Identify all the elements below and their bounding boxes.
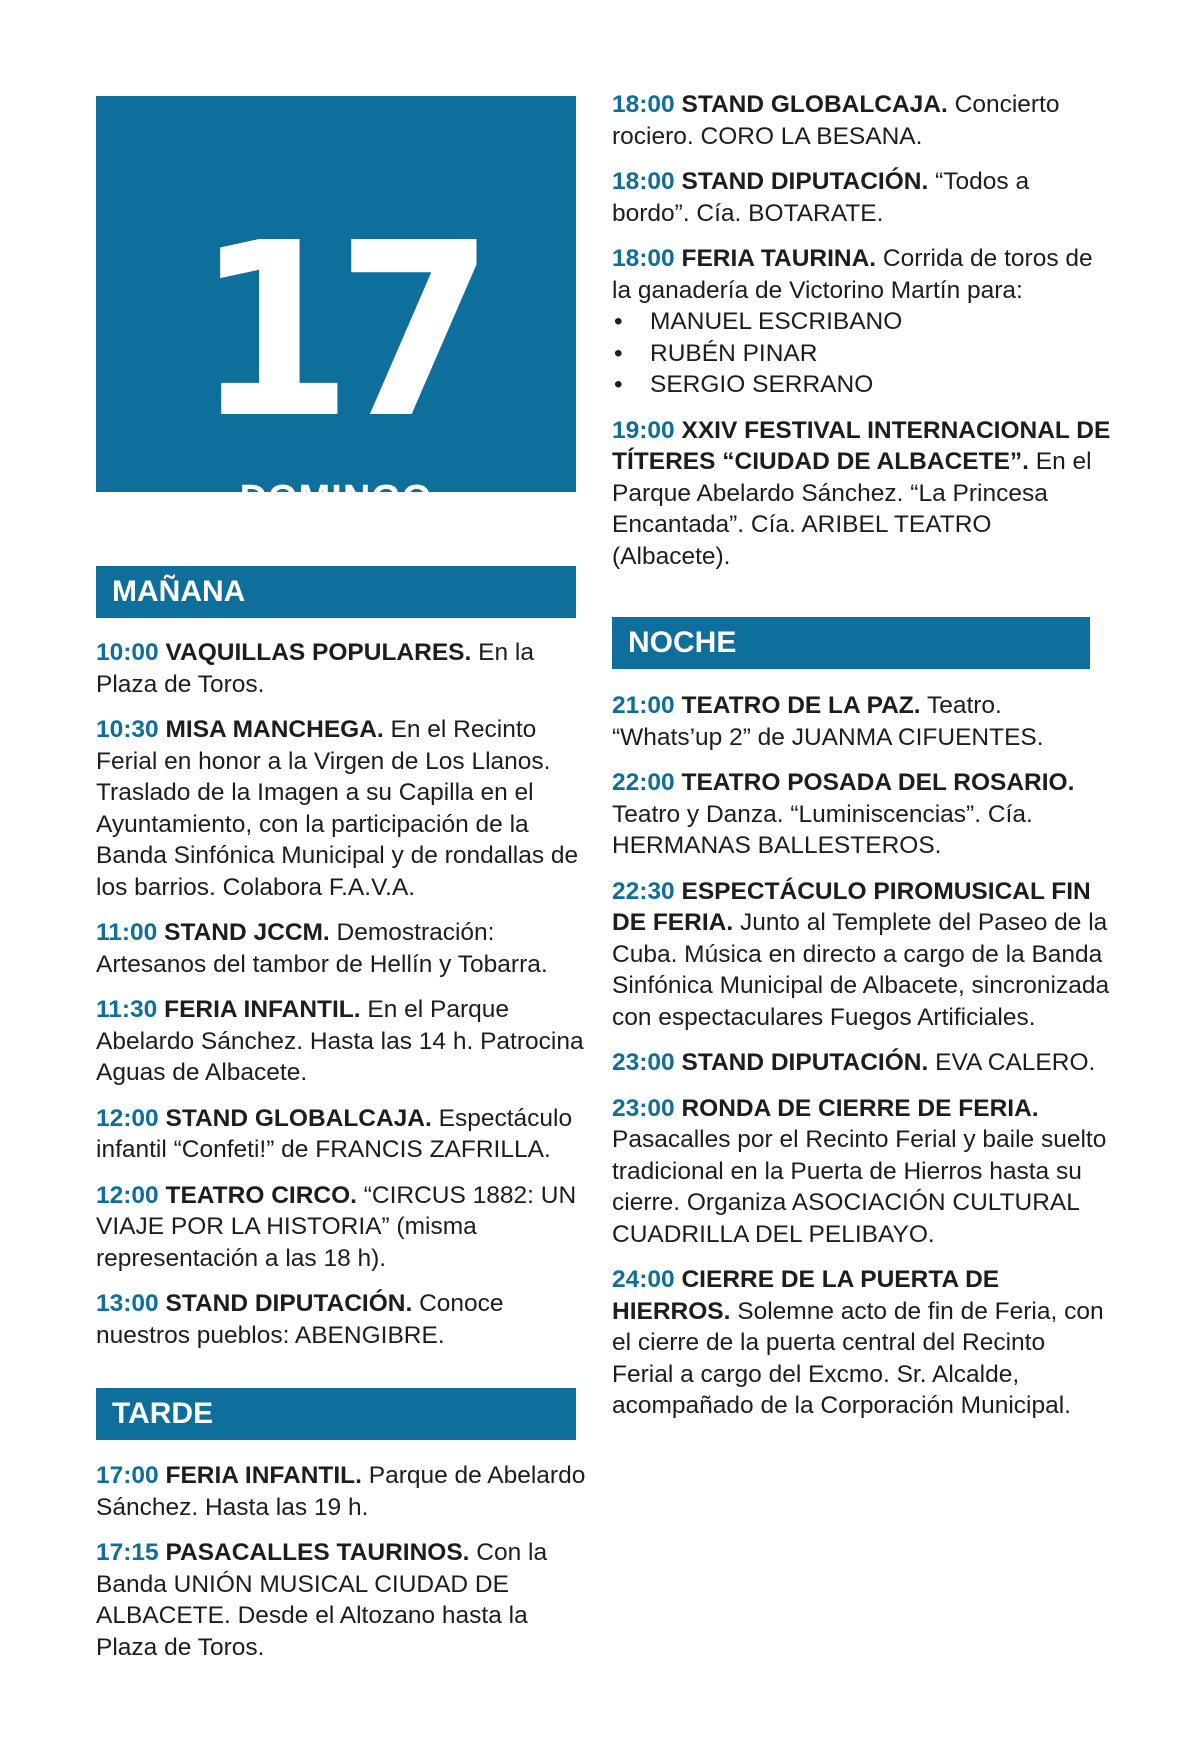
event-item: [612, 415, 1112, 573]
event-title: TEATRO POSADA DEL ROSARIO.: [681, 769, 1075, 796]
event-time: 18:00: [612, 91, 675, 118]
event-title: TEATRO DE LA PAZ.: [681, 692, 921, 719]
event-description: Concierto rociero. CORO LA BESANA.: [612, 91, 1060, 150]
day-header: [96, 96, 576, 520]
event-description: En el Recinto Ferial en honor a la Virgen de Los Llanos. Traslado de la Imagen a su Capilla en el Ayuntamiento, con la participación de la Banda Sinfónica Municipal y de rondallas de los barrios. Colabora F.A.V.A.: [96, 716, 579, 901]
event-title: STAND GLOBALCAJA.: [165, 1104, 432, 1132]
event-item: [96, 917, 586, 980]
tarde-events: [96, 1460, 586, 1677]
event-description: Solemne acto de fin de Feria, con el cierre de la puerta central del Recinto Ferial a cargo del Excmo. Sr. Alcalde, acompañado de la Corporación Municipal.: [612, 1297, 1104, 1419]
bullet-icon: •: [614, 371, 623, 398]
event-description: “Todos a bordo”. Cía. BOTARATE.: [612, 168, 1030, 227]
bullet-icon: •: [614, 339, 623, 367]
section-tarde: TARDE: [96, 1388, 576, 1440]
event-title: TEATRO CIRCO.: [165, 1181, 357, 1209]
event-title: STAND JCCM.: [164, 919, 330, 946]
event-time: 23:00: [612, 1049, 675, 1076]
bullfighter-item: [612, 338, 1112, 370]
event-time: 22:30: [612, 877, 675, 905]
event-item: [96, 637, 586, 700]
event-title: STAND DIPUTACIÓN.: [165, 1290, 413, 1317]
bullfighter-list: [612, 306, 1112, 401]
event-time: 11:30: [96, 996, 158, 1023]
event-time: 24:00: [612, 1266, 675, 1293]
event-time: 10:00: [96, 639, 159, 666]
event-description: En el Parque Abelardo Sánchez. “La Princesa Encantada”. Cía. ARIBEL TEATRO (Albacete).: [612, 448, 1092, 570]
manana-events: [96, 637, 586, 1365]
event-item: [96, 714, 586, 903]
event-title: STAND DIPUTACIÓN.: [681, 168, 929, 195]
event-time: 17:00: [96, 1462, 159, 1489]
event-title: CIERRE DE LA PUERTA DE HIERROS.: [612, 1266, 1000, 1325]
event-item: [96, 1460, 586, 1523]
event-description: EVA CALERO.: [935, 1049, 1096, 1076]
event-title: FERIA INFANTIL.: [164, 996, 361, 1023]
bullfighter-name: SERGIO SERRANO: [650, 371, 874, 398]
event-description: “CIRCUS 1882: UN VIAJE POR LA HISTORIA” (misma representación a las 18 h).: [96, 1181, 577, 1272]
event-description: Junto al Templete del Paseo de la Cuba. Música en directo a cargo de la Banda Sinfónica Municipal de Albacete, sincronizada con espectaculares Fuegos Artificiales.: [612, 909, 1110, 1031]
bullfighter-item: [612, 306, 1112, 338]
event-description: Conoce nuestros pueblos: ABENGIBRE.: [96, 1290, 504, 1349]
event-description: En el Parque Abelardo Sánchez. Hasta las 14 h. Patrocina Aguas de Albacete.: [96, 996, 584, 1086]
event-description: Con la Banda UNIÓN MUSICAL CIUDAD DE ALBACETE. Desde el Altozano hasta la Plaza de Toros.: [96, 1539, 548, 1661]
event-time: 19:00: [612, 416, 675, 444]
event-item: [96, 1103, 586, 1166]
event-time: 17:15: [96, 1539, 159, 1566]
event-description: Corrida de toros de la ganadería de Victorino Martín para:: [612, 245, 1093, 304]
event-item: [96, 1537, 586, 1663]
event-item: [612, 243, 1112, 401]
event-title: RONDA DE CIERRE DE FERIA.: [681, 1094, 1039, 1122]
event-item: [96, 1180, 586, 1275]
event-title: FERIA TAURINA.: [681, 245, 877, 272]
event-item: [612, 876, 1112, 1034]
event-time: 12:00: [96, 1104, 159, 1132]
day-name: — DOMINGO —: [189, 478, 483, 520]
event-item: [96, 994, 586, 1089]
event-item: [612, 1093, 1112, 1251]
day-number: 17: [194, 191, 478, 471]
event-time: 18:00: [612, 168, 675, 195]
event-time: 10:30: [96, 716, 159, 743]
event-time: 22:00: [612, 769, 675, 796]
tarde-right-events: [612, 89, 1112, 586]
event-description: En la Plaza de Toros.: [96, 639, 534, 698]
event-title: FERIA INFANTIL.: [165, 1462, 362, 1489]
event-time: 23:00: [612, 1094, 675, 1122]
event-item: [612, 690, 1112, 753]
event-item: [612, 1264, 1112, 1422]
event-description: Demostración: Artesanos del tambor de Hellín y Tobarra.: [96, 919, 548, 978]
event-time: 13:00: [96, 1290, 159, 1317]
bullet-icon: •: [614, 308, 623, 335]
event-item: [96, 1288, 586, 1351]
event-item: [612, 166, 1112, 229]
event-title: ESPECTÁCULO PIROMUSICAL FIN DE FERIA.: [612, 877, 1091, 936]
event-title: XXIV FESTIVAL INTERNACIONAL DE TÍTERES “CIUDAD DE ALBACETE”.: [612, 416, 1111, 475]
event-title: STAND DIPUTACIÓN.: [681, 1049, 929, 1076]
event-title: VAQUILLAS POPULARES.: [165, 639, 472, 666]
event-description: Espectáculo infantil “Confeti!” de FRANCIS ZAFRILLA.: [96, 1104, 573, 1163]
event-time: 18:00: [612, 245, 675, 272]
noche-events: [612, 690, 1112, 1436]
section-noche: NOCHE: [612, 617, 1090, 669]
event-title: PASACALLES TAURINOS.: [165, 1539, 470, 1566]
event-description: Teatro. “Whats’up 2” de JUANMA CIFUENTES.: [612, 692, 1044, 751]
event-item: [612, 1047, 1112, 1079]
bullfighter-item: [612, 369, 1112, 401]
bullfighter-name: RUBÉN PINAR: [650, 339, 818, 367]
event-description: Teatro y Danza. “Luminiscencias”. Cía. HERMANAS BALLESTEROS.: [612, 800, 1033, 859]
event-time: 11:00: [96, 919, 158, 946]
event-item: [612, 767, 1112, 862]
event-title: STAND GLOBALCAJA.: [681, 91, 948, 118]
event-description: Pasacalles por el Recinto Ferial y baile suelto tradicional en la Puerta de Hierros hasta su cierre. Organiza ASOCIACIÓN CULTURAL CUADRILLA DEL PELIBAYO.: [612, 1126, 1107, 1248]
event-time: 21:00: [612, 692, 675, 719]
section-manana: MAÑANA: [96, 566, 576, 618]
bullfighter-name: MANUEL ESCRIBANO: [650, 308, 903, 335]
event-time: 12:00: [96, 1181, 159, 1209]
event-description: Parque de Abelardo Sánchez. Hasta las 19 h.: [96, 1462, 586, 1521]
event-item: [612, 89, 1112, 152]
event-title: MISA MANCHEGA.: [165, 716, 384, 743]
